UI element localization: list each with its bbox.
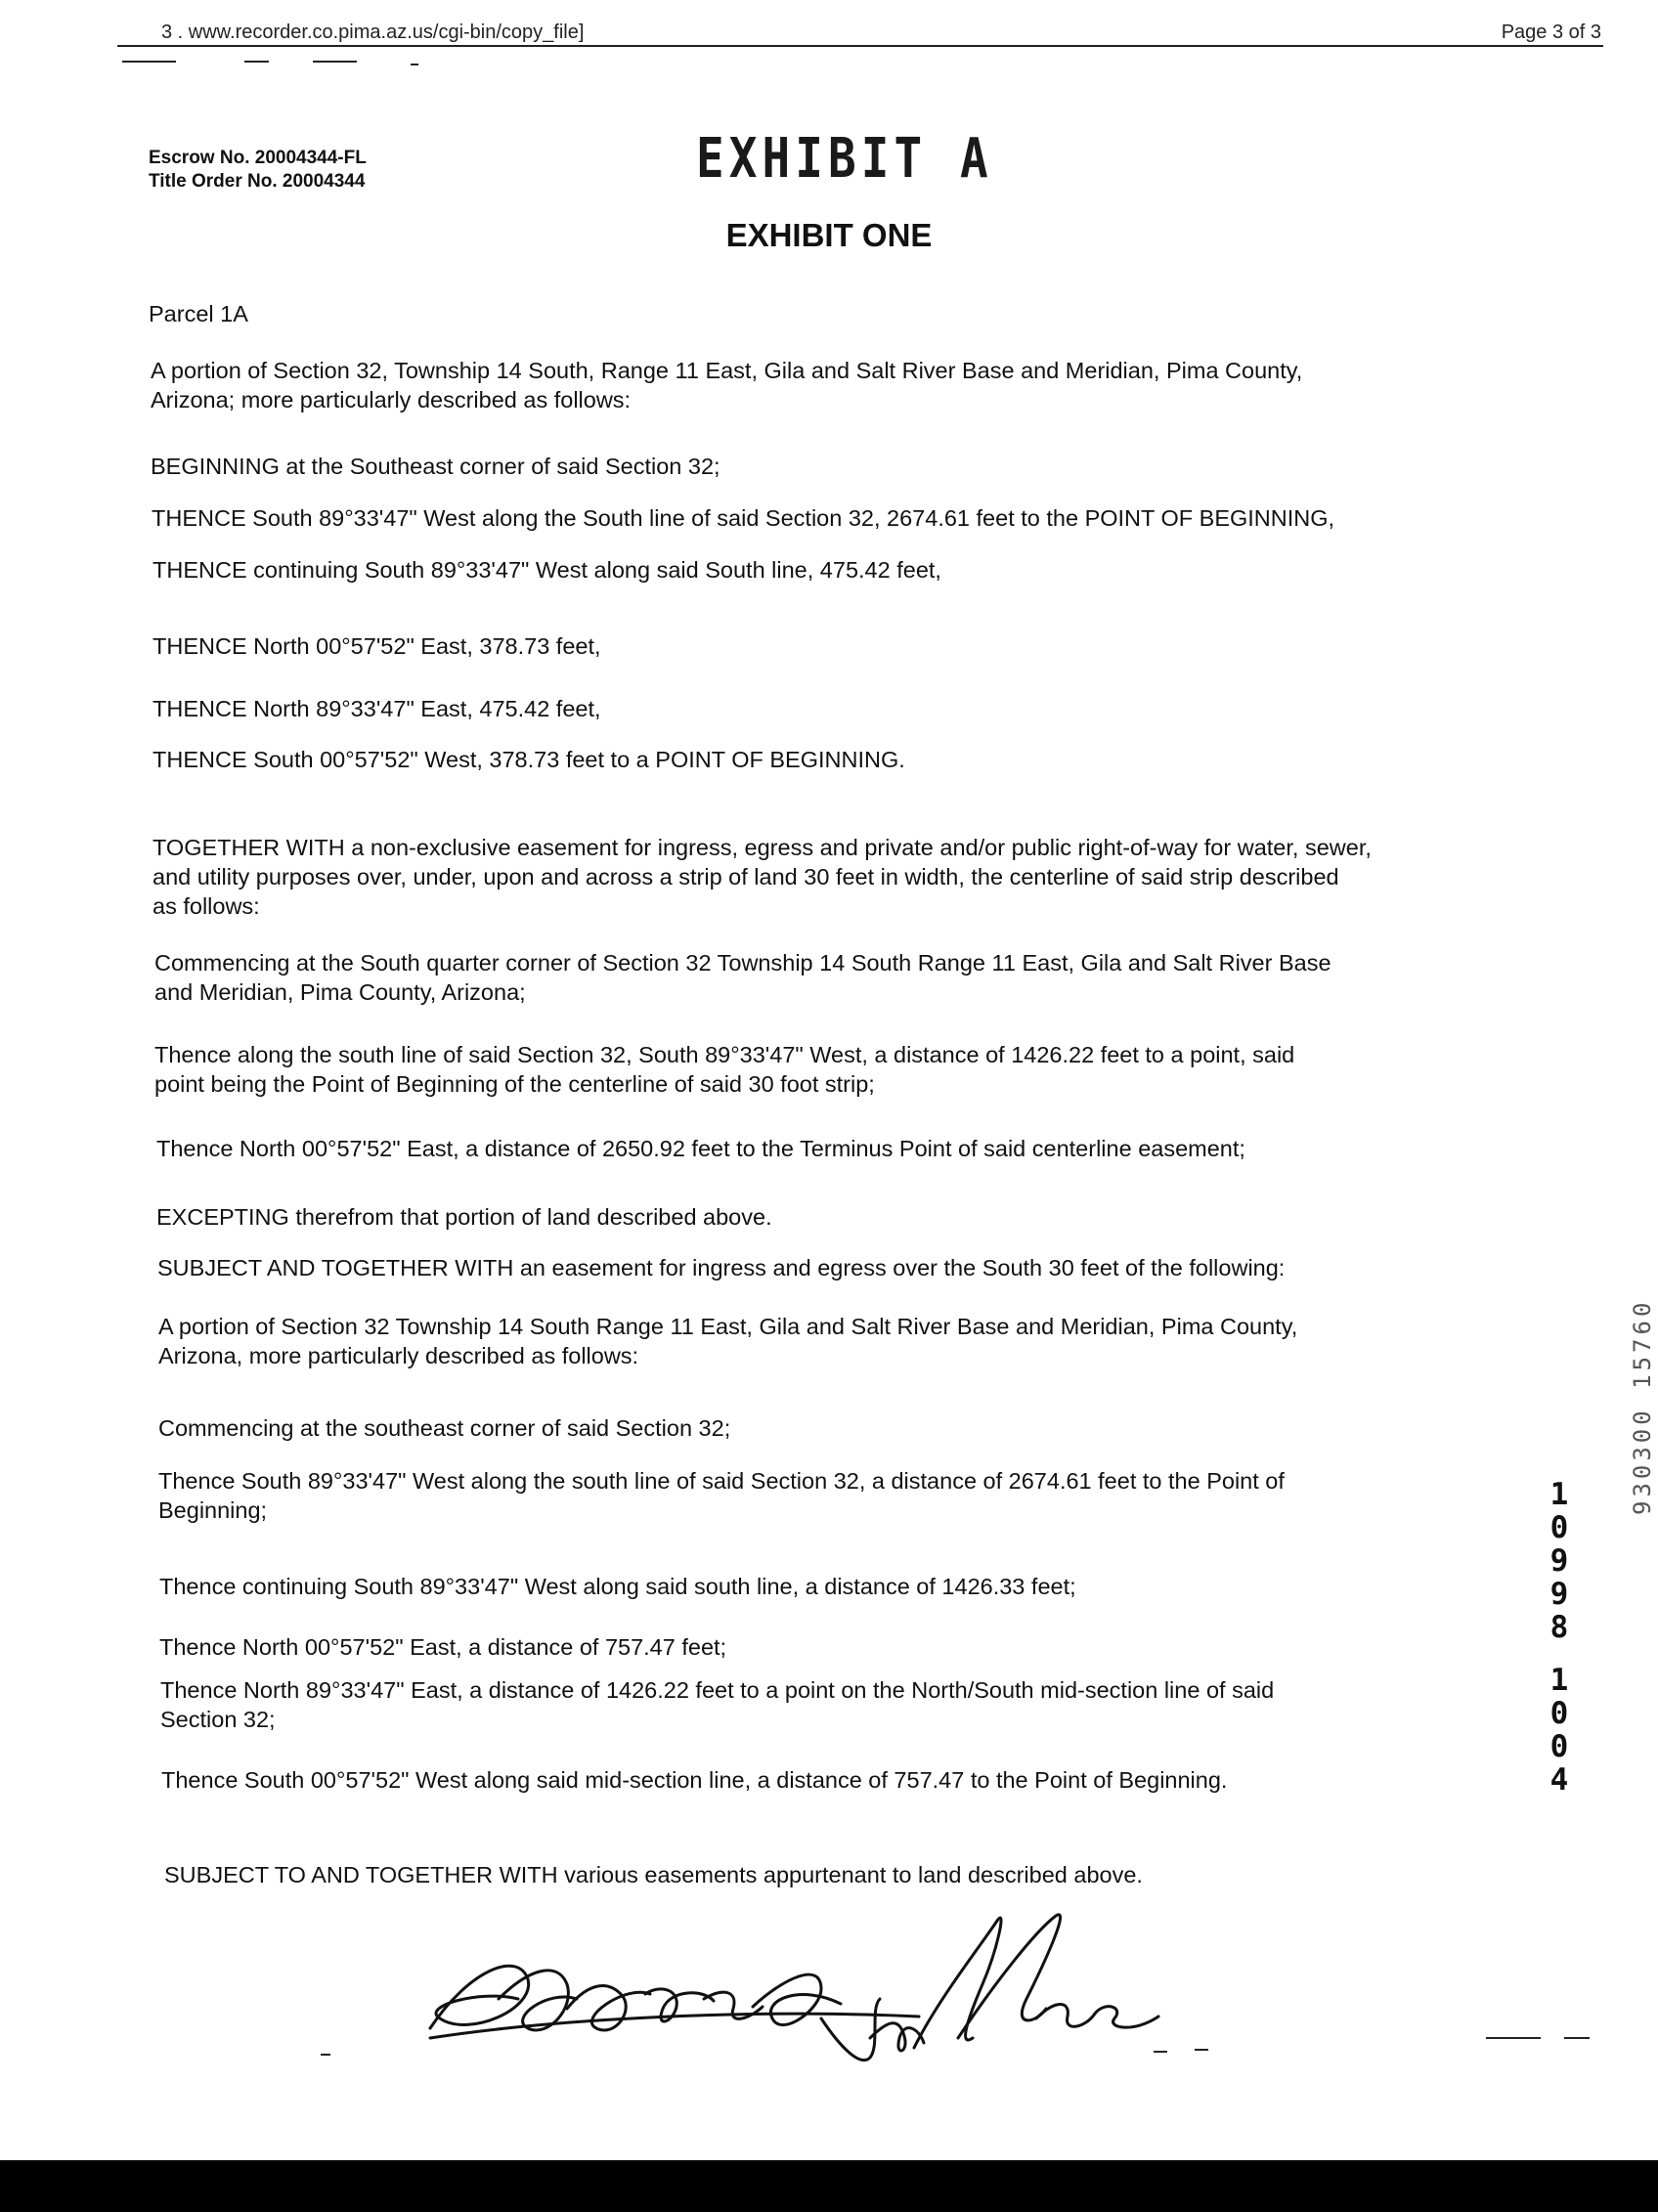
paragraph: Thence South 00°57'52" West along said mid-section line, a distance of 757.47 to the Point of Beginning. xyxy=(161,1767,1228,1793)
paragraph: Thence continuing South 89°33'47" West along said south line, a distance of 1426.33 feet; xyxy=(159,1574,1076,1599)
paragraph: BEGINNING at the Southeast corner of said Section 32; xyxy=(151,454,720,479)
paragraph: TOGETHER WITH a non-exclusive easement for ingress, egress and private and/or public right-of-way for water, sewer, and utility purposes over, under, upon and across a strip of land 30 feet in width, the centerline of said strip described as follows: xyxy=(153,835,1372,919)
title-order-number: Title Order No. 20004344 xyxy=(149,171,366,192)
parcel-label: Parcel 1A xyxy=(149,301,248,326)
escrow-block xyxy=(149,147,367,194)
docket-number: 1 0 9 9 8 xyxy=(1549,1477,1569,1645)
scan-mark xyxy=(122,61,176,63)
page-title: EXHIBIT ONE xyxy=(725,217,933,253)
paragraph: SUBJECT TO AND TOGETHER WITH various easements appurtenant to land described above. xyxy=(164,1862,1143,1887)
scan-mark xyxy=(1486,2037,1541,2039)
escrow-number: Escrow No. 20004344-FL xyxy=(149,148,367,168)
scan-border xyxy=(0,2160,1658,2212)
page-number-stamp: 1 0 0 4 xyxy=(1549,1663,1569,1798)
side-document-number xyxy=(1625,1163,1654,1515)
scan-mark xyxy=(321,2054,330,2056)
header-url: 3 . www.recorder.co.pima.az.us/cgi-bin/copy_file] xyxy=(161,22,585,43)
paragraph: Thence South 89°33'47" West along the south line of said Section 32, a distance of 2674.61 feet to the Point of Beginning; xyxy=(158,1468,1285,1523)
paragraph: THENCE North 89°33'47" East, 475.42 feet, xyxy=(153,696,601,721)
paragraph: Thence along the south line of said Section 32, South 89°33'47" West, a distance of 1426.22 feet to a point, said point being the Point of Beginning of the centerline of said 30 foot strip; xyxy=(154,1042,1295,1097)
paragraph: A portion of Section 32, Township 14 South, Range 11 East, Gila and Salt River Base and Meridian, Pima County, Arizona; more particularly described as follows: xyxy=(151,358,1303,412)
paragraph: Thence North 89°33'47" East, a distance of 1426.22 feet to a point on the North/South mid-section line of said Section 32; xyxy=(160,1677,1275,1732)
exhibit-stamp: EXHIBIT A xyxy=(696,127,993,191)
header-rule xyxy=(117,45,1603,47)
side-document-number-text: 930300 15760 xyxy=(1629,1298,1656,1515)
scan-mark xyxy=(1195,2049,1208,2051)
paragraph: Commencing at the southeast corner of said Section 32; xyxy=(158,1415,731,1441)
paragraph: Thence North 00°57'52" East, a distance of 757.47 feet; xyxy=(159,1634,727,1660)
paragraph: THENCE South 89°33'47" West along the South line of said Section 32, 2674.61 feet to the POINT OF BEGINNING, xyxy=(152,505,1335,531)
paragraph: THENCE continuing South 89°33'47" West along said South line, 475.42 feet, xyxy=(153,557,941,583)
scan-mark xyxy=(1564,2037,1590,2039)
scan-mark xyxy=(313,61,357,63)
header-page-number: Page 3 of 3 xyxy=(1501,22,1601,43)
paragraph: A portion of Section 32 Township 14 South Range 11 East, Gila and Salt River Base and Meridian, Pima County, Arizona, more particularly described as follows: xyxy=(158,1314,1298,1368)
scan-mark xyxy=(244,61,269,63)
signature xyxy=(411,1891,1193,2087)
paragraph: Thence North 00°57'52" East, a distance of 2650.92 feet to the Terminus Point of said centerline easement; xyxy=(156,1136,1245,1161)
paragraph: Commencing at the South quarter corner of Section 32 Township 14 South Range 11 East, Gila and Salt River Base and Meridian, Pima County, Arizona; xyxy=(154,950,1331,1005)
scan-mark xyxy=(411,64,418,65)
paragraph: THENCE South 00°57'52" West, 378.73 feet to a POINT OF BEGINNING. xyxy=(153,747,905,772)
paragraph: THENCE North 00°57'52" East, 378.73 feet, xyxy=(153,633,601,659)
paragraph: SUBJECT AND TOGETHER WITH an easement for ingress and egress over the South 30 feet of the following: xyxy=(157,1255,1286,1280)
scan-mark xyxy=(1154,2051,1167,2053)
paragraph: EXCEPTING therefrom that portion of land described above. xyxy=(156,1204,772,1230)
